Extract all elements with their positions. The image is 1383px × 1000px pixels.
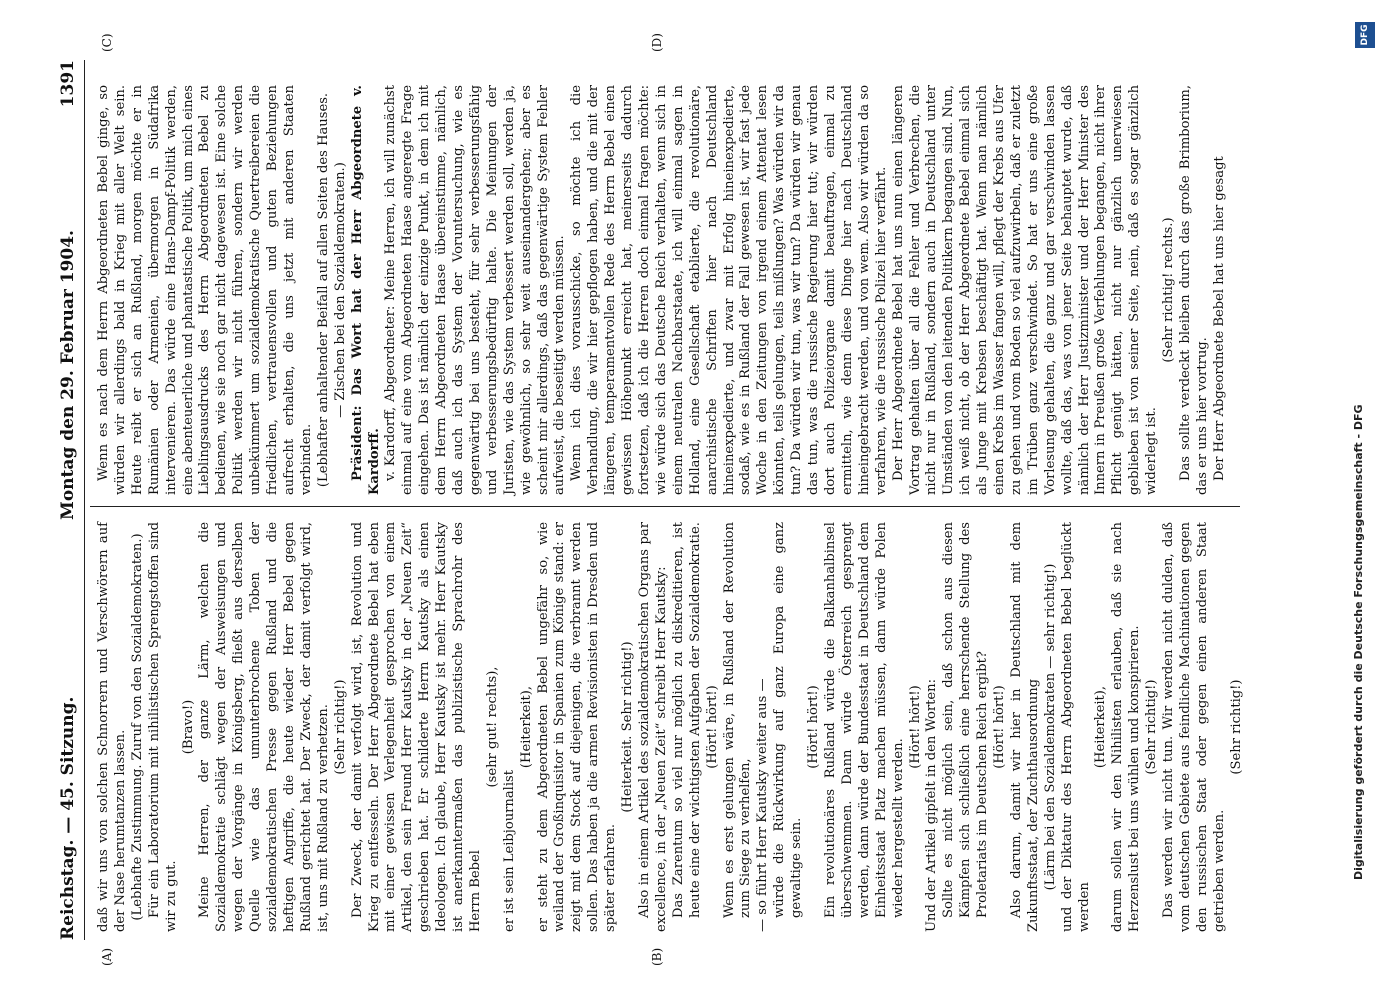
digitization-note: Digitalisierung gefördert durch die Deutsche Forschungsgemeinschaft - DFG — [1352, 404, 1365, 880]
interjection: (Hört! hört!) — [907, 685, 923, 769]
paragraph: Meine Herren, der ganze Lärm, welchen die Sozialdemokratie schlägt wegen der Ausweisungen und wegen der Vorgänge in Königsberg, fließt aus derselben Quelle wie das umunterbrochene Toben der sozialdemokratischen Presse gegen Rußland und die heftigen Angriffe, die heute wieder Herr Bebel gegen Rußland gerichtet hat. Der Zweck, der damit verfolgt wird, ist, uns mit Rußland zu verhetzen. — [197, 522, 331, 932]
margin-marker-a: (A) — [100, 947, 114, 966]
interjection: (Heiterkeit), — [518, 685, 534, 769]
interjection: (Lärm bei den Sozialdemokraten — sehr richtig!) — [1042, 563, 1058, 891]
paragraph: Wenn ich dies vorausschicke, so möchte ich die Verhandlung, die wir hier gepflogen haben, und die mit der längeren, temperamentvollen Rede des Herrn Bebel einen gewissen Höhepunkt erreicht hat, meinerseits dadurch fortsetzen, daß ich die Herren doch einmal fragen möchte: wie würde sich das Deutsche Reich verhalten, wenn sich in einem neutralen Nachbarstaate, ich will einmal sagen in Holland, eine Gesellschaft etablierte, die revolutionäre, anarchistische Schriften hier nach Deutschland hineinexpedierte, und zwar mit Erfolg hineinexpedierte, sodaß, wie es in Rußland der Fall gewesen ist, wir fast jede Woche in den Zeitungen von irgend einem Attentat lesen könnten, teils gelungen, teils mißlungen? Was würden wir da tun? Da würden wir tun, was wir tun? Da würden wir genau das tun, was die russische Regierung hier tut; wir würden dort auch Polizeiorgane damit beauftragen, einmal zu ermitteln, wie denn diese Dinge hier nach Deutschland hineingebracht werden, und von wem. Also wir würden da so verfahren, wie die russische Polizei hier verfährt. — [569, 85, 889, 495]
speaker-paragraph: v. Kardorff, Abgeordneter: Meine Herren, ich will zunächst einmal auf eine vom Abgeordneten Haase angeregte Frage eingehen. Das ist nämlich der einzige Punkt, in dem ich mit dem Herrn Abgeordneten Haase übereinstimme, nämlich, daß auch ich das System der Voruntersuchung, wie es gegenwärtig bei uns besteht, für sehr verbesserungsfähig und verbesserungsbedürftig halte. Die Meinungen der Juristen, wie das System verbessert werden soll, werden ja, wie gewöhnlich, so sehr weit auseinandergehen; aber es scheint mir allerdings, daß das gegenwärtige System Fehler aufweist, die beseitigt werden müssen. — [383, 85, 568, 495]
interjection: (Sehr richtig!) — [1228, 679, 1244, 775]
paragraph: darum sollen wir den Nihilisten erlauben, daß sie nach Herzenslust bei uns wühlen und konspirieren. — [1110, 522, 1143, 932]
paragraph: daß wir uns von solchen Schnorrern und Verschwörern auf der Nase herumtanzen lassen. — [96, 522, 128, 932]
right-column — [96, 85, 1229, 495]
quotation: Das Zarentum so viel nur möglich zu diskreditieren, ist heute eine der wichtigsten Aufgaben der Sozialdemokratie. — [670, 522, 703, 918]
margin-marker-c: (C) — [100, 33, 114, 52]
paragraph: Wenn es nach dem Herrn Abgeordneten Bebel ginge, so würden wir allerdings bald in Krieg mit aller Welt sein. Heute reibt er sich an Rußland, morgen möchte er in Rumänien oder Armenien, übermorgen in Südafrika intervenieren. Das würde eine Hans-Dampf-Politik werden, eine abenteuerliche und phantastische Politik, um mich eines Lieblingsausdrucks des Herrn Abgeordneten Bebel zu bedienen, wie sie noch gar nicht dagewesen ist. Eine solche Politik werden wir nicht führen, sondern wir werden unbekümmert um sozialdemokratische Quertreibereien die friedlichen, vertrauensvollen und guten Beziehungen aufrecht erhalten, die uns jetzt mit anderen Staaten verbinden. — [96, 85, 314, 495]
left-column — [96, 522, 1246, 932]
paragraph: Also darum, damit wir hier in Deutschland mit dem Zukunftsstaat, der Zuchthausordnung — [1008, 522, 1041, 932]
paragraph: Und der Artikel gipfelt in den Worten: — [924, 679, 940, 932]
interjection: (Sehr richtig!) — [1144, 679, 1160, 775]
interjection: (Heiterkeit), — [1093, 685, 1109, 769]
interjection: (sehr gut! rechts), — [484, 666, 500, 788]
interjection: (Lebhafter anhaltender Beifall auf allen Seiten des Hauses. — Zischen bei den Sozialdemokraten.) — [315, 92, 348, 488]
paragraph: und der Diktatur des Herrn Abgeordneten Bebel beglückt werden — [1059, 522, 1092, 932]
margin-marker-b: (B) — [650, 947, 664, 966]
interjection: (Hört! hört!) — [806, 685, 822, 769]
paragraph: Das sollte verdeckt bleiben durch das große Brimborium, das er uns hier vortrug. — [1178, 85, 1210, 495]
column-divider — [90, 506, 1240, 507]
paragraph: er ist sein Leibjournalist — [501, 770, 517, 932]
interjection: (Lebhafte Zustimmung. Zuruf von den Sozialdemokraten.) — [129, 533, 145, 921]
paragraph: Der Zweck, der damit verfolgt wird, ist, Revolution und Krieg zu entfesseln. Der Herr Abgeordnete Bebel hat eben mit einer gewissen Verlegenheit gesprochen von einem Artikel, den sein Freund Herr Kautsky in der „Neuen Zeit“ geschrieben hat. Er schilderte Herrn Kautsky als einen Ideologen. Ich glaube, Herr Kautsky ist mehr. Herr Kautsky ist anerkanntermaßen das publizistische Sprachrohr des Herrn Bebel — [349, 522, 483, 932]
interjection: (Sehr richtig! rechts.) — [1161, 217, 1177, 363]
header-date: Montag den 29. Februar 1904. — [58, 230, 78, 520]
paragraph: — so führt Herr Kautsky weiter aus — — [755, 678, 771, 932]
interjection: (Hört! hört!) — [992, 685, 1008, 769]
paragraph: er steht zu dem Abgeordneten Bebel ungefähr so, wie weiland der Großinquisitor in Spanien zum Könige stand: er zeigt mit dem Stock auf diejenigen, die verbrannt werden sollen. Das haben ja die armen Revisionisten in Dresden und später erfahren. — [535, 522, 619, 932]
paragraph: Das werden wir nicht tun. Wir werden nicht dulden, daß vom deutschen Gebiete aus feindliche Machinationen gegen den russischen Staat oder gegen einen anderen Staat getrieben werden. — [1161, 522, 1227, 932]
paragraph: Für ein Laboratorium mit nihilistischen Sprengstoffen sind wir zu gut. — [146, 522, 179, 932]
paragraph: Der Herr Abgeordnete Bebel hat uns nun einen längeren Vortrag gehalten über all die Fehler und Verbrechen, die nicht nur in Rußland, sondern auch in Deutschland unter Umständen von den leitenden Politikern begangen sind. Nun, ich weiß nicht, ob der Herr Abgeordnete Bebel einmal sich als Junge mit Krebsen beschäftigt hat. Wenn man nämlich einen Krebs im Wasser fangen will, pflegt der Krebs aus Ufer zu gehen und vom Boden so viel aufzuwirbeln, daß er zuletzt im Trüben ganz verschwindet. So hat er uns eine große Vorlesung gehalten, die ganz und gar verschwinden lassen wollte, daß das, was von jener Seite behauptet wurde, daß nämlich der Herr Justizminister und der Herr Minister des Innern in Preußen große Verfehlungen begangen, nicht ihrer Pflicht genügt hätten, nicht nur gänzlich unerwiesen geblieben ist von seiner Seite, nein, daß es sogar gänzlich widerlegt ist. — [890, 85, 1160, 495]
margin-marker-d: (D) — [650, 33, 664, 52]
interjection: (Heiterkeit. Sehr richtig!) — [620, 641, 636, 813]
page-number: 1391 — [58, 60, 78, 108]
interjection: (Bravo!) — [180, 699, 196, 755]
paragraph: Also in einem Artikel des sozialdemokratischen Organs par excellence, in der „Neuen Zeit“ schreibt Herr Kautsky: — [637, 522, 669, 932]
quotation: Wenn es erst gelungen wäre, in Rußland der Revolution zum Siege zu verhelfen, — [721, 522, 754, 918]
quotation: Sollte es nicht möglich sein, daß schon aus diesen Kämpfen sich schließlich eine herrschende Stellung des Proletariats im Deutschen Reich ergibt? — [941, 522, 991, 918]
dfg-logo: DFG — [1355, 22, 1375, 48]
interjection: (Hört! hört!) — [704, 685, 720, 769]
paragraph: Der Herr Abgeordnete Bebel hat uns hier gesagt — [1211, 156, 1227, 481]
page-header — [52, 60, 85, 940]
quotation: würde die Rückwirkung auf ganz Europa eine ganz gewaltige sein. — [772, 522, 805, 918]
speaker-paragraph: Präsident: Das Wort hat der Herr Abgeordnete v. Kardorff. — [349, 85, 382, 495]
quotation: Ein revolutionäres Rußland würde die Balkanhalbinsel überschwemmen. Dann würde Österreich gesprengt werden, dann würde der Bundesstaat in Deutschland dem Einheitsstaat Platz machen müssen, dann würde Polen wieder hergestellt werden. — [822, 522, 906, 918]
interjection: (Sehr richtig!) — [332, 679, 348, 775]
header-left: Reichstag. — 45. Sitzung. — [58, 696, 78, 940]
